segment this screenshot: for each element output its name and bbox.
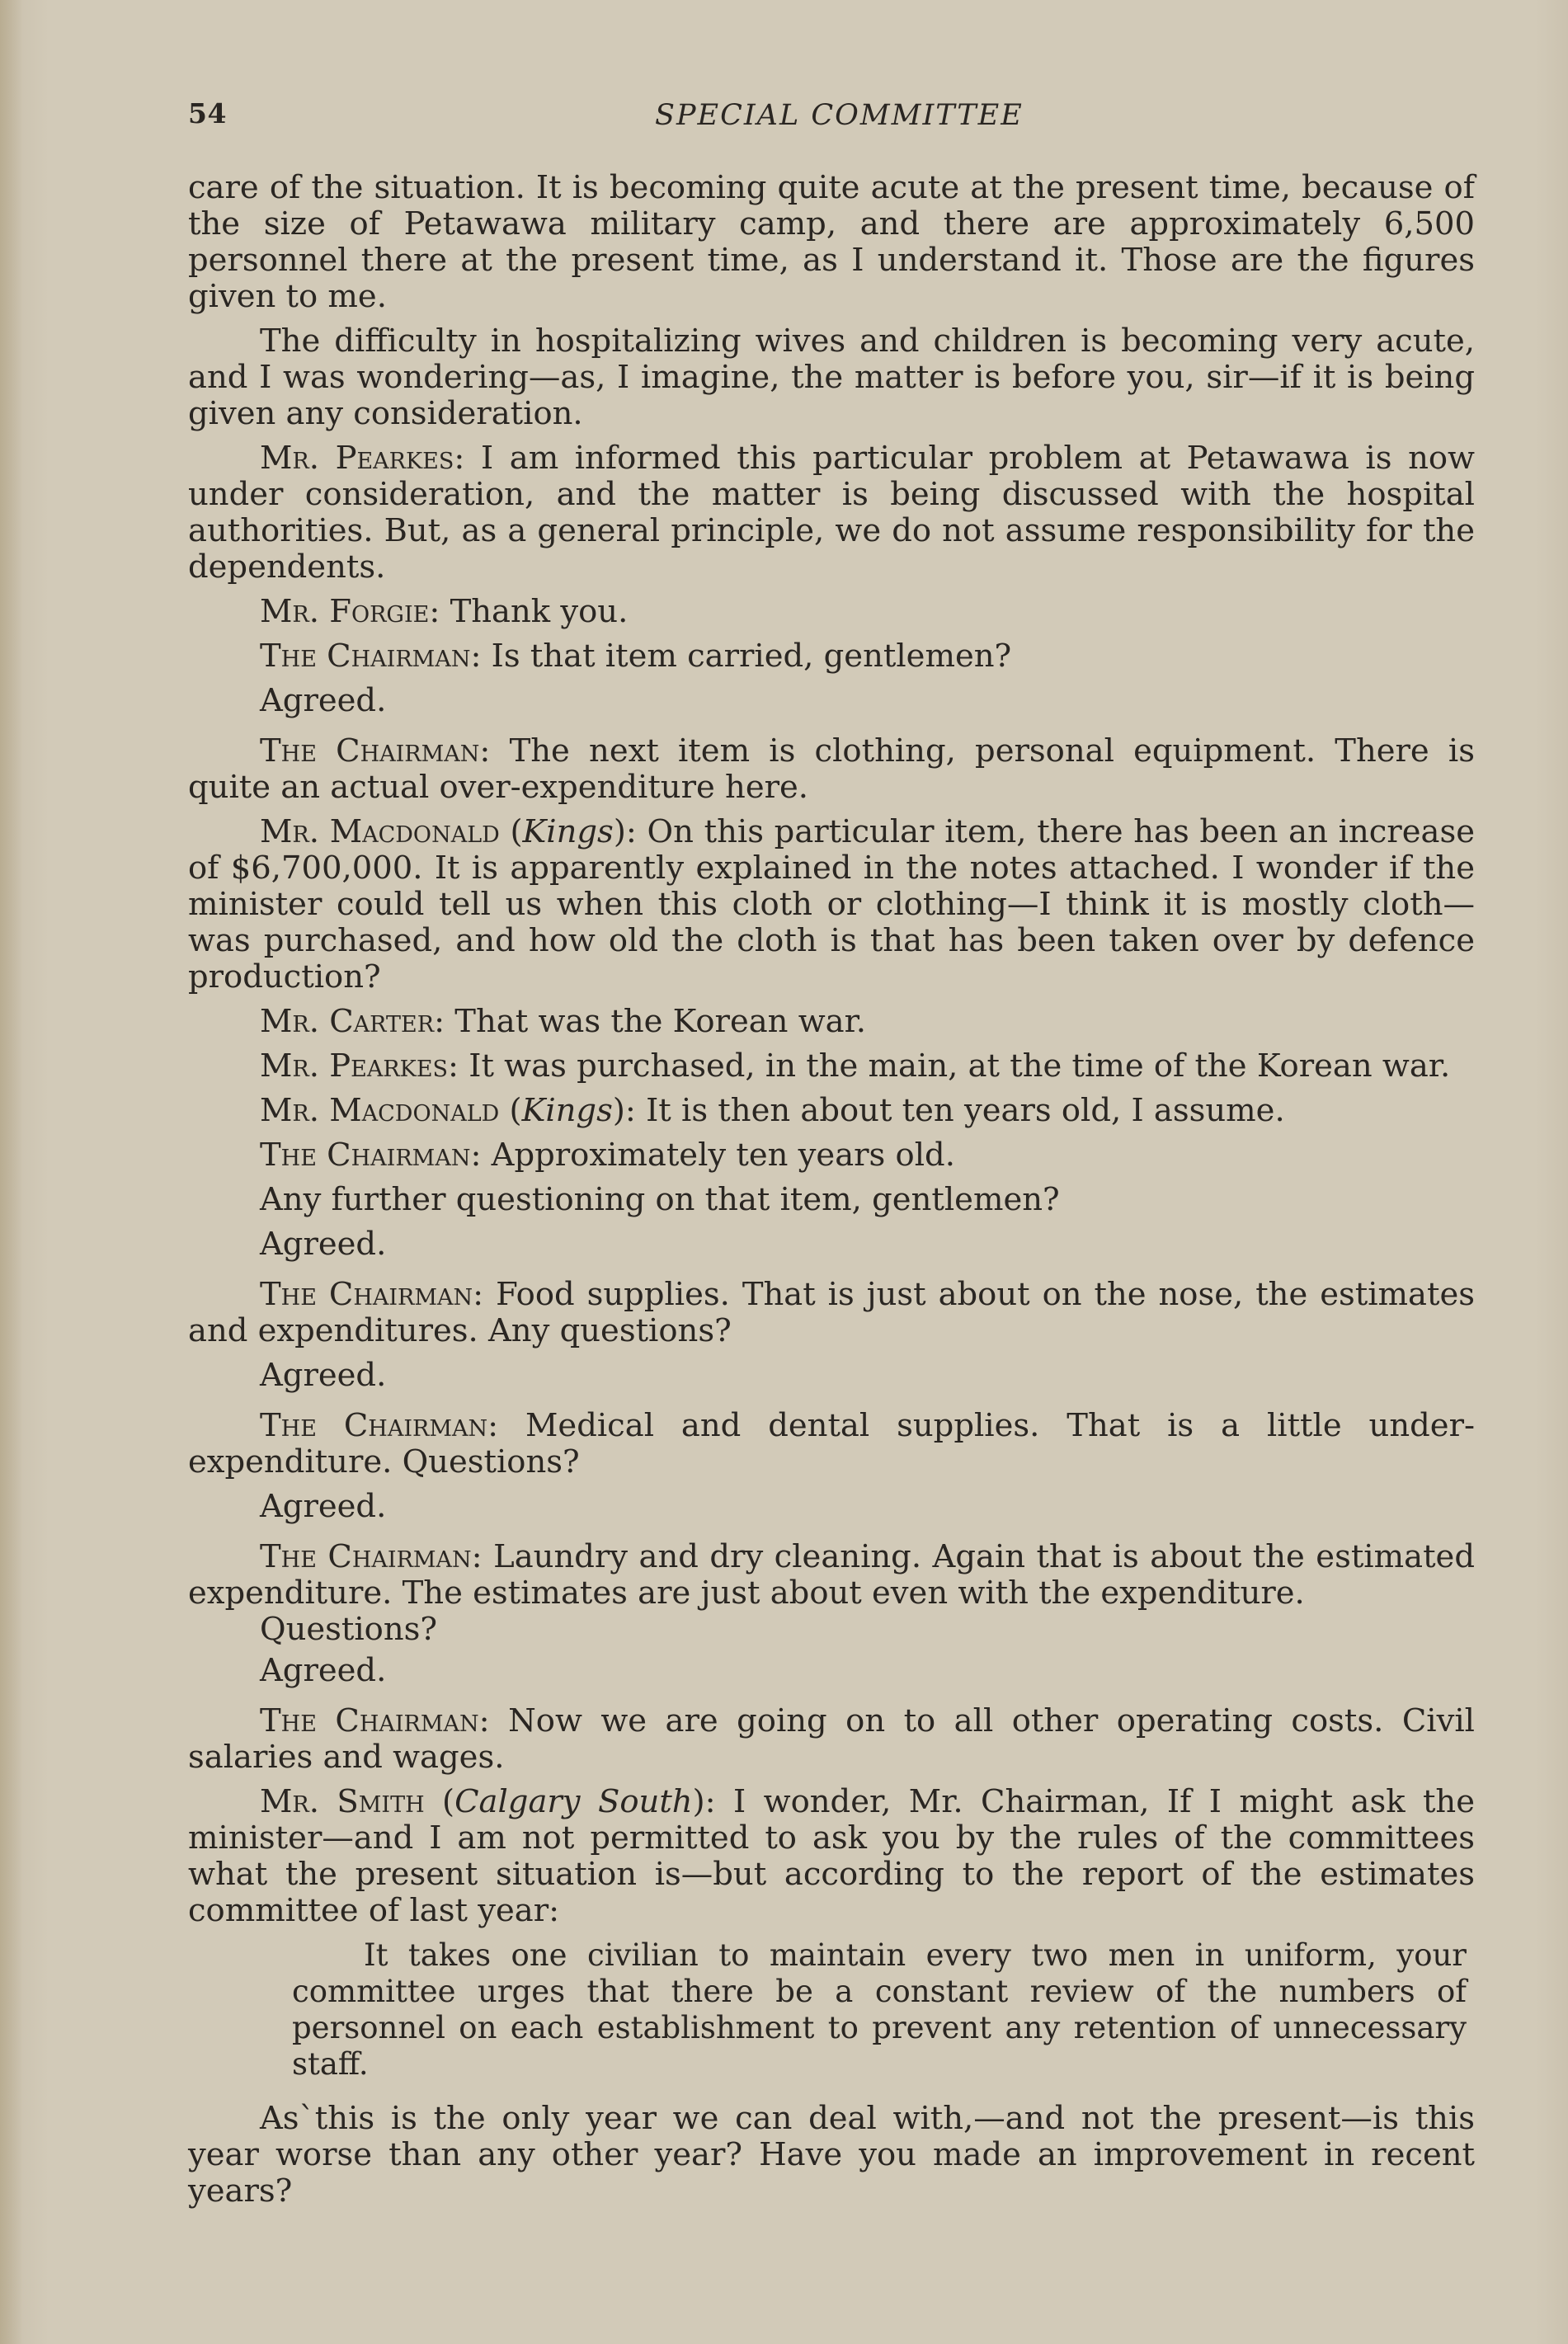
speaker: The Chairman:	[260, 1407, 499, 1444]
speech	[188, 594, 1475, 630]
paragraph-text: The difficulty in hospitalizing wives and children is becoming very acute, and I was wondering—as, I imagine, the matter is before you, sir—if it is being given any consideration.	[188, 322, 1475, 432]
paragraph	[188, 2101, 1475, 2210]
body-text	[188, 170, 1475, 2218]
speaker: Mr. Macdonald	[260, 813, 500, 850]
speech	[188, 1703, 1475, 1776]
speaker: The Chairman:	[260, 1276, 484, 1313]
speaker: The Chairman:	[260, 1538, 483, 1575]
speaker: The Chairman:	[260, 732, 491, 770]
speech	[188, 1408, 1475, 1480]
paragraph-text: care of the situation. It is becoming quite acute at the present time, because of the size of Petawawa military camp, and there are approximately 6,500 personnel there at the present time, as I understand it. Those are the figures given to me.	[188, 169, 1475, 315]
speech	[188, 1048, 1475, 1085]
paragraph	[188, 170, 1475, 315]
speaker: Mr. Macdonald	[260, 1092, 500, 1129]
agreed-line: Agreed.	[260, 682, 387, 719]
speech	[188, 638, 1475, 675]
riding: Kings	[522, 813, 614, 850]
block-quote: It takes one civilian to maintain every two men in uniform, your committee urges that there be a constant review of the numbers of personnel on each establishment to prevent any retention of unnecessary staff.	[292, 1937, 1467, 2082]
speech	[188, 1277, 1475, 1349]
speech: Mr. Macdonald (Kings): It is then about ten years old, I assume.	[260, 1092, 1285, 1129]
speech	[188, 1004, 1475, 1040]
speech-text: : On this particular item, there has been an increase of $6,700,000. It is apparently explained in the notes attached. I wonder if the minister could tell us when this cloth or clothing—I think it is mostly cloth—was purchased, and how old the cloth is that has been taken over by defence production?	[188, 813, 1475, 995]
speech	[188, 733, 1475, 806]
running-head: SPECIAL COMMITTEE	[655, 99, 1024, 132]
speech	[188, 1137, 1475, 1174]
agreed-line: Agreed.	[260, 1357, 387, 1394]
page-number: 54	[188, 97, 227, 129]
speech-text: : I wonder, Mr. Chairman, If I might ask the minister—and I am not permitted to ask you by the rules of the committees what the present situation is—but according to the report of the estimates committee of last year:	[188, 1783, 1475, 1929]
speech-text: : It is then about ten years old, I assume.	[624, 1092, 1285, 1129]
agreed-line: Agreed.	[260, 1226, 387, 1263]
speech: Mr. Smith (Calgary South): I wonder, Mr. Chairman, If I might ask the minister—and I am not permitted to ask you by the rules of the committees what the present situation is—but according to the report of the estimates committee of last year:	[188, 1783, 1475, 1929]
speaker: Mr. Pearkes:	[260, 440, 465, 477]
speech-text: Medical and dental supplies. That is a little under-expenditure. Questions?	[188, 1407, 1475, 1480]
speech: Mr. Macdonald (Kings): On this particular item, there has been an increase of $6,700,000. It is apparently explained in the notes attached. I wonder if the minister could tell us when this cloth or clothing—I think it is mostly cloth—was purchased, and how old the cloth is that has been taken over by defence production?	[188, 813, 1475, 995]
speech-text: Approximately ten years old.	[481, 1137, 955, 1174]
speaker: The Chairman:	[260, 1702, 490, 1739]
speaker: Mr. Carter:	[260, 1003, 445, 1040]
speech-text: Thank you.	[440, 593, 629, 630]
paragraph	[188, 323, 1475, 432]
paragraph	[188, 1182, 1475, 1218]
speech	[188, 440, 1475, 586]
riding: Calgary South	[454, 1783, 693, 1820]
speech-text: The next item is clothing, personal equipment. There is quite an actual over-expenditure here.	[188, 732, 1475, 806]
questions-line: Questions?	[260, 1611, 438, 1648]
speaker: The Chairman:	[260, 638, 482, 675]
speaker: Mr. Smith	[260, 1783, 425, 1820]
speech-text: Food supplies. That is just about on the nose, the estimates and expenditures. Any questions?	[188, 1276, 1475, 1349]
speaker: Mr. Pearkes:	[260, 1047, 459, 1085]
speech-text: Is that item carried, gentlemen?	[481, 638, 1012, 675]
speech	[188, 1539, 1475, 1612]
page-edge-shadow	[0, 0, 23, 2344]
speaker: Mr. Forgie:	[260, 593, 440, 630]
riding: Kings	[521, 1092, 613, 1129]
speaker: The Chairman:	[260, 1137, 482, 1174]
paragraph-text: Any further questioning on that item, gentlemen?	[260, 1181, 1060, 1218]
speech-text: I am informed this particular problem at Petawawa is now under consideration, and the matter is being discussed with the hospital authorities. But, as a general principle, we do not assume responsibility for the dependents.	[188, 440, 1475, 586]
agreed-line: Agreed.	[260, 1488, 387, 1525]
page-header	[188, 97, 1475, 144]
agreed-line: Agreed.	[260, 1652, 387, 1689]
speech-text: Laundry and dry cleaning. Again that is about the estimated expenditure. The estimates are just about even with the expenditure.	[188, 1538, 1475, 1612]
speech-text: Now we are going on to all other operating costs. Civil salaries and wages.	[188, 1702, 1475, 1776]
speech-text: That was the Korean war.	[445, 1003, 867, 1040]
speech-text: It was purchased, in the main, at the time of the Korean war.	[459, 1047, 1451, 1085]
paragraph-text: As`this is the only year we can deal with,—and not the present—is this year worse than any other year? Have you made an improvement in recent years?	[188, 2100, 1475, 2210]
